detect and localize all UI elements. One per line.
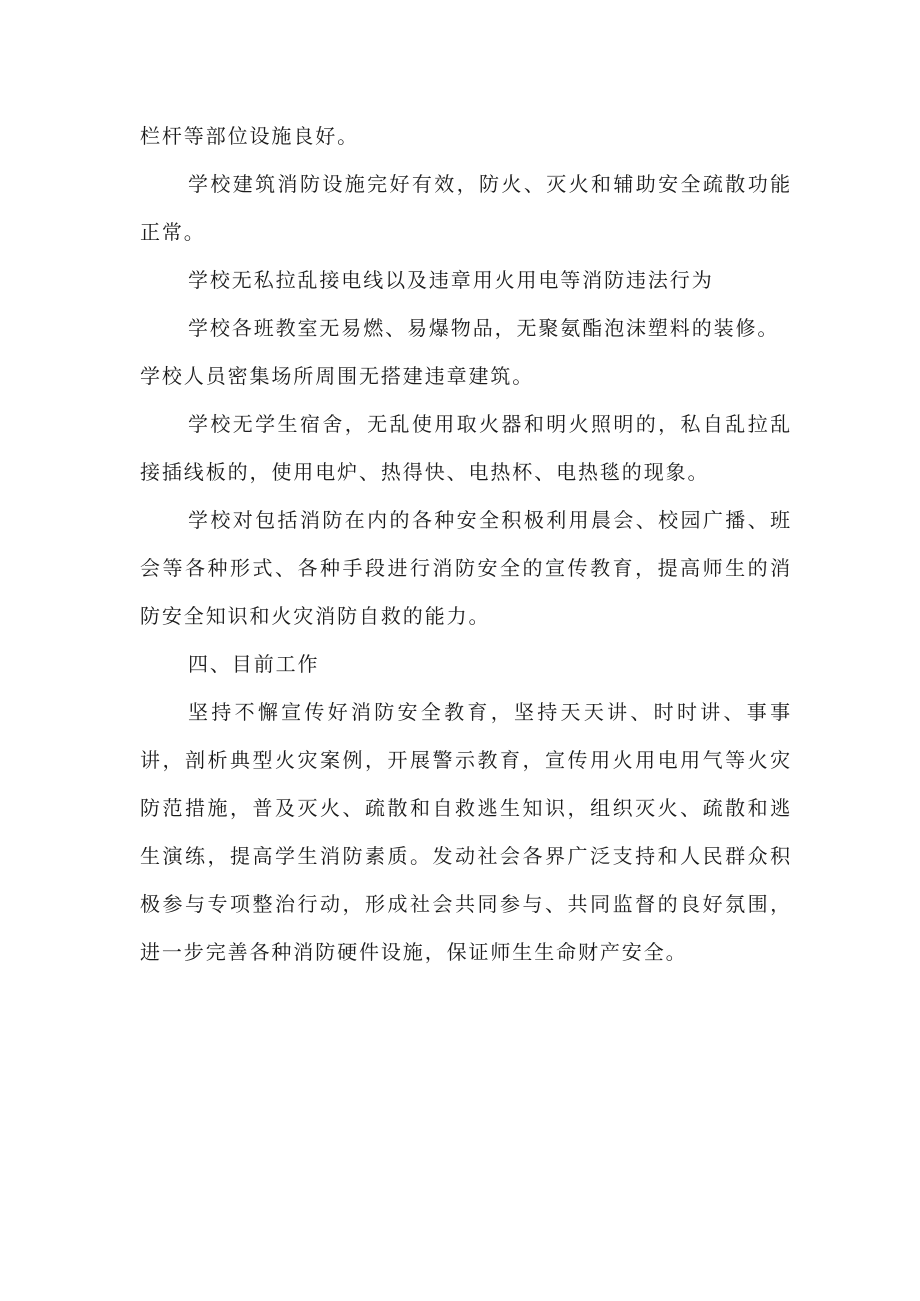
paragraph-current-work: 坚持不懈宣传好消防安全教育，坚持天天讲、时时讲、事事讲，剖析典型火灾案例，开展警示教育，宣传用火用电用气等火灾防范措施，普及灭火、疏散和自救逃生知识，组织灭火、疏散和逃生演练，提高学生消防素质。发动社会各界广泛支持和人民群众积极参与专项整治行动，形成社会共同参与、共同监督的良好氛围，进一步完善各种消防硬件设施，保证师生生命财产安全。 <box>140 700 792 964</box>
paragraph-safety-education: 学校对包括消防在内的各种安全积极利用晨会、校园广播、班会等各种形式、各种手段进行消防安全的宣传教育，提高师生的消防安全知识和火灾消防自救的能力。 <box>140 508 792 628</box>
paragraph-fire-facilities: 学校建筑消防设施完好有效，防火、灭火和辅助安全疏散功能正常。 <box>140 172 792 244</box>
document-body <box>140 112 792 976</box>
paragraph-no-dormitory: 学校无学生宿舍，无乱使用取火器和明火照明的，私自乱拉乱接插线板的，使用电炉、热得快、电热杯、电热毯的现象。 <box>140 412 792 484</box>
paragraph-no-illegal-wiring: 学校无私拉乱接电线以及违章用火用电等消防违法行为 <box>188 268 714 292</box>
paragraph-no-illegal-buildings: 学校人员密集场所周围无搭建违章建筑。 <box>140 364 535 388</box>
paragraph-classroom-materials: 学校各班教室无易燃、易爆物品，无聚氨酯泡沫塑料的装修。 <box>188 316 780 340</box>
section-heading-current-work: 四、目前工作 <box>188 652 320 676</box>
paragraph-railings: 栏杆等部位设施良好。 <box>140 124 359 148</box>
